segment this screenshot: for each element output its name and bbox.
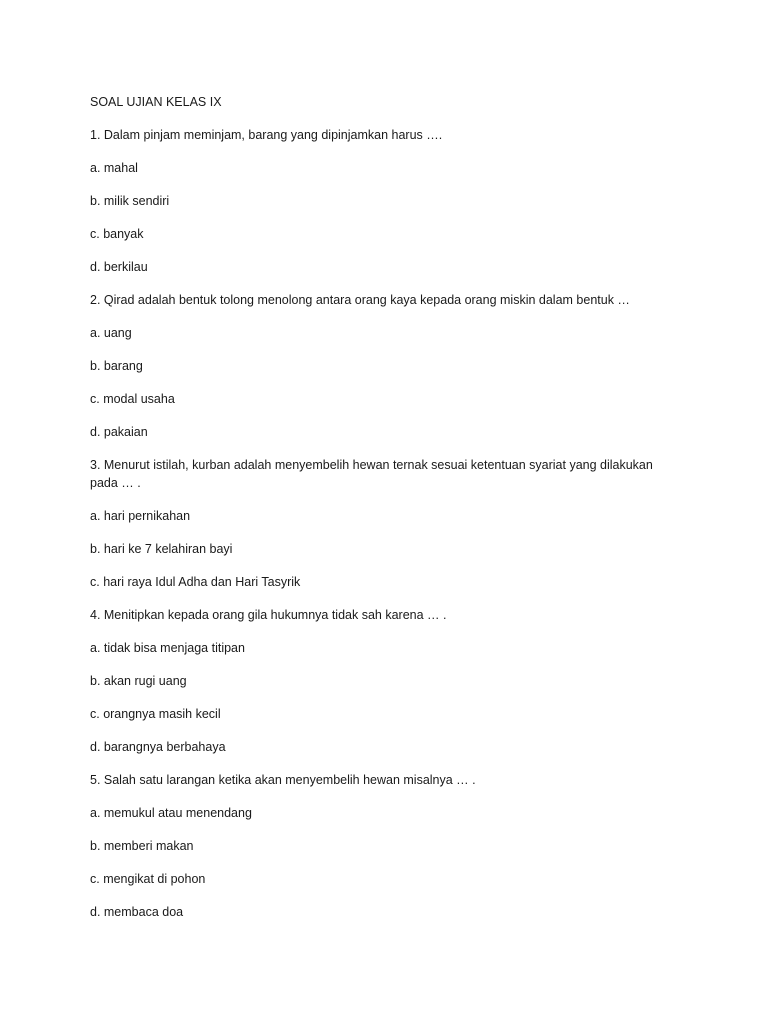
- question-4-option-b: b. akan rugi uang: [90, 674, 187, 688]
- question-5-option-c: c. mengikat di pohon: [90, 872, 206, 886]
- question-5-option-d: d. membaca doa: [90, 905, 184, 919]
- question-2-option-a: a. uang: [90, 326, 132, 340]
- question-4-option-d: d. barangnya berbahaya: [90, 740, 226, 754]
- question-1-option-a: a. mahal: [90, 161, 138, 175]
- question-4-option-a: a. tidak bisa menjaga titipan: [90, 641, 245, 655]
- question-1-option-d: d. berkilau: [90, 260, 148, 274]
- document-content: [90, 93, 680, 936]
- question-4: 4. Menitipkan kepada orang gila hukumnya tidak sah karena … .: [90, 608, 447, 622]
- question-2: 2. Qirad adalah bentuk tolong menolong antara orang kaya kepada orang miskin dalam bentuk …: [90, 293, 630, 307]
- question-3: 3. Menurut istilah, kurban adalah menyembelih hewan ternak sesuai ketentuan syariat yang dilakukan pada … .: [90, 458, 653, 490]
- question-5-option-a: a. memukul atau menendang: [90, 806, 252, 820]
- question-3-option-a: a. hari pernikahan: [90, 509, 191, 523]
- question-4-option-c: c. orangnya masih kecil: [90, 707, 221, 721]
- question-2-option-c: c. modal usaha: [90, 392, 175, 406]
- question-1-option-c: c. banyak: [90, 227, 144, 241]
- question-2-option-b: b. barang: [90, 359, 143, 373]
- question-3-option-c: c. hari raya Idul Adha dan Hari Tasyrik: [90, 575, 301, 589]
- document-title: SOAL UJIAN KELAS IX: [90, 95, 222, 109]
- question-3-option-b: b. hari ke 7 kelahiran bayi: [90, 542, 233, 556]
- question-2-option-d: d. pakaian: [90, 425, 148, 439]
- question-5: 5. Salah satu larangan ketika akan menyembelih hewan misalnya … .: [90, 773, 476, 787]
- question-1: 1. Dalam pinjam meminjam, barang yang dipinjamkan harus ….: [90, 128, 443, 142]
- question-1-option-b: b. milik sendiri: [90, 194, 170, 208]
- question-5-option-b: b. memberi makan: [90, 839, 194, 853]
